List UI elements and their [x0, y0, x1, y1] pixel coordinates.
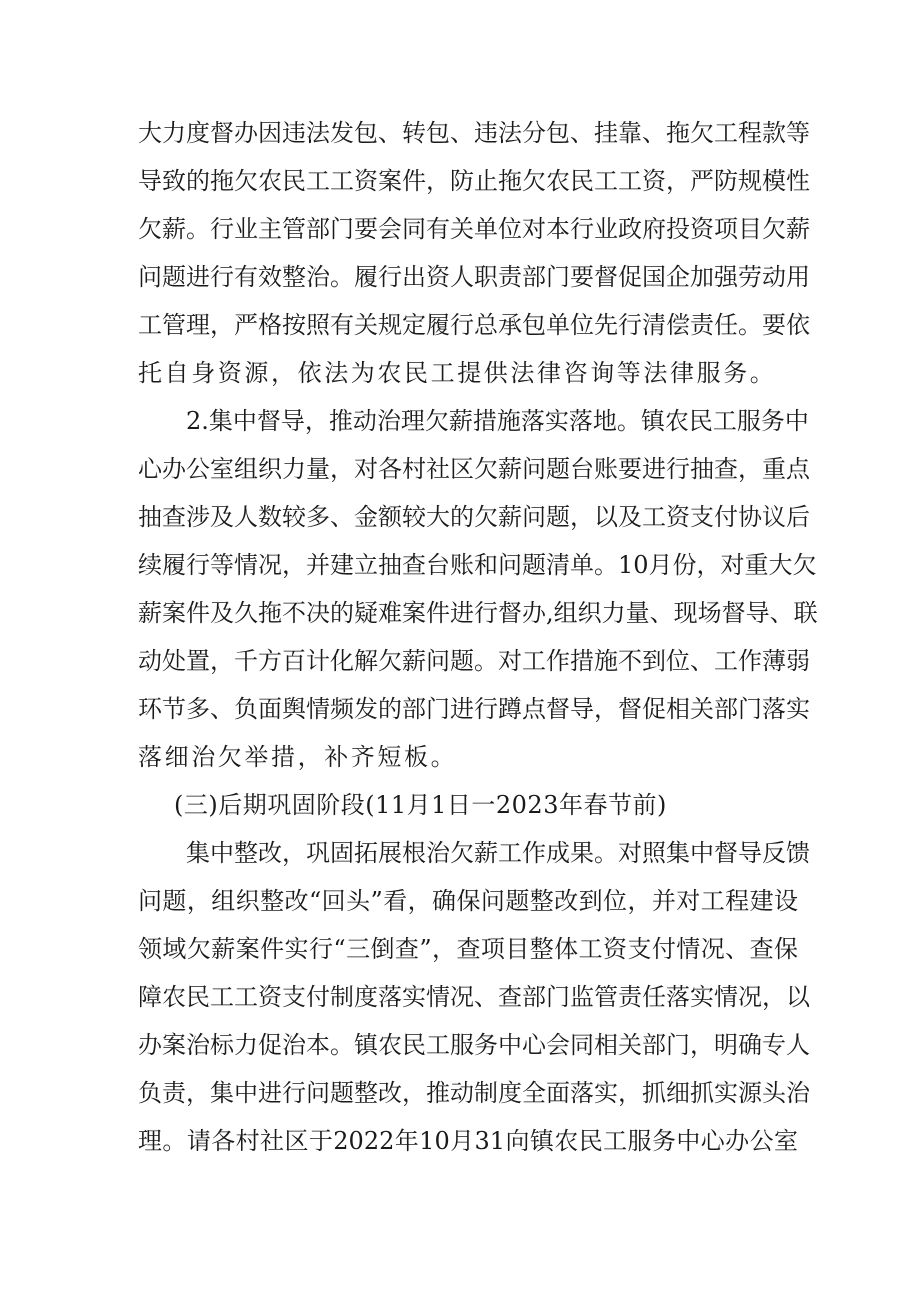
text-line: 大力度督办因违法发包、转包、违法分包、挂靠、拖欠工程款等 — [138, 119, 810, 147]
text-line: 抽查涉及人数较多、金额较大的欠薪问题，以及工资支付协议后 — [138, 503, 810, 531]
text-line: 动处置，千方百计化解欠薪问题。对工作措施不到位、工作薄弱 — [138, 647, 810, 675]
text-line: 问题进行有效整治。履行出资人职责部门要督促国企加强劳动用 — [138, 263, 810, 291]
text-line: 工管理，严格按照有关规定履行总承包单位先行清偿责任。要依 — [138, 311, 810, 339]
text-line: 欠薪。行业主管部门要会同有关单位对本行业政府投资项目欠薪 — [138, 215, 810, 243]
text-line: 问题，组织整改“回头”看，确保问题整改到位，并对工程建设 — [138, 887, 798, 915]
text-line: 办案治标力促治本。镇农民工服务中心会同相关部门，明确专人 — [138, 1031, 810, 1059]
section-heading: (三)后期巩固阶段(11月1日一2023年春节前) — [174, 791, 667, 819]
text-line: 导致的拖欠农民工工资案件，防止拖欠农民工工资，严防规模性 — [138, 167, 810, 195]
text-line: 托自身资源，依法为农民工提供法律咨询等法律服务。 — [138, 359, 777, 387]
text-line: 障农民工工资支付制度落实情况、查部门监管责任落实情况，以 — [138, 983, 810, 1011]
text-line: 环节多、负面舆情频发的部门进行蹲点督导，督促相关部门落实 — [138, 695, 810, 723]
text-line: 薪案件及久拖不决的疑难案件进行督办,组织力量、现场督导、联 — [138, 599, 818, 627]
text-line: 领域欠薪案件实行“三倒查”，查项目整体工资支付情况、查保 — [138, 935, 798, 963]
text-line: 心办公室组织力量，对各村社区欠薪问题台账要进行抽查，重点 — [138, 455, 810, 483]
text-line: 落细治欠举措，补齐短板。 — [138, 743, 458, 771]
text-line: 续履行等情况，并建立抽查台账和问题清单。10月份，对重大欠 — [138, 551, 817, 579]
text-line: 负责，集中进行问题整改，推动制度全面落实，抓细抓实源头治 — [138, 1079, 810, 1107]
paragraph-first-line: 2.集中督导，推动治理欠薪措施落实落地。镇农民工服务中 — [186, 407, 809, 435]
text-line: 理。请各村社区于2022年10月31向镇农民工服务中心办公室 — [138, 1127, 798, 1155]
paragraph-first-line: 集中整改，巩固拓展根治欠薪工作成果。对照集中督导反馈 — [186, 839, 810, 867]
